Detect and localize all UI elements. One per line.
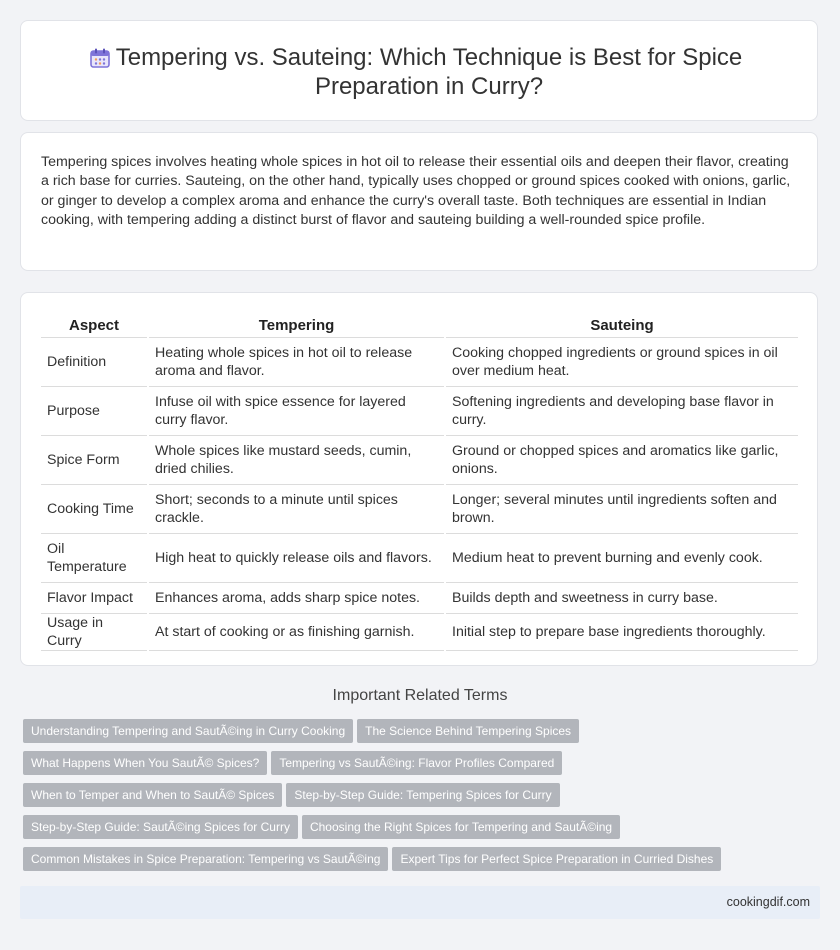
- related-term-tag[interactable]: When to Temper and When to SautÃ© Spices: [23, 783, 282, 807]
- table-cell: Oil Temperature: [41, 534, 148, 583]
- footer-bar: [20, 886, 820, 919]
- table-cell: Definition: [41, 338, 148, 387]
- header-sauteing: Sauteing: [445, 315, 798, 338]
- table-cell: Heating whole spices in hot oil to release aroma and flavor.: [148, 338, 445, 387]
- table-cell: Cooking Time: [41, 485, 148, 534]
- related-term-tag[interactable]: Understanding Tempering and SautÃ©ing in Curry Cooking: [23, 719, 353, 743]
- table-cell: Builds depth and sweetness in curry base.: [445, 583, 798, 614]
- comparison-table: [41, 315, 798, 651]
- table-cell: Softening ingredients and developing base flavor in curry.: [445, 387, 798, 436]
- related-term-tag[interactable]: Choosing the Right Spices for Tempering and SautÃ©ing: [302, 815, 620, 839]
- related-term-tag[interactable]: Common Mistakes in Spice Preparation: Tempering vs SautÃ©ing: [23, 847, 388, 871]
- comparison-table-card: [20, 292, 818, 666]
- table-cell: Longer; several minutes until ingredients soften and brown.: [445, 485, 798, 534]
- table-row: [41, 614, 798, 651]
- table-row: [41, 534, 798, 583]
- table-cell: Enhances aroma, adds sharp spice notes.: [148, 583, 445, 614]
- related-term-tag[interactable]: Step-by-Step Guide: SautÃ©ing Spices for Curry: [23, 815, 298, 839]
- related-term-tag[interactable]: The Science Behind Tempering Spices: [357, 719, 579, 743]
- intro-paragraph: Tempering spices involves heating whole spices in hot oil to release their essential oils and deepen their flavor, creating a rich base for curries. Sauteing, on the other hand, typically uses chopped or ground spices cooked with onions, garlic, or ginger to develop a complex aroma and enhance the curry's overall taste. Both techniques are essential in Indian cooking, with tempering adding a distinct burst of flavor and sauteing building a well-rounded spice profile.: [41, 154, 791, 228]
- title-card: [20, 20, 818, 121]
- footer-site-link[interactable]: cookingdif.com: [726, 895, 810, 909]
- table-row: [41, 583, 798, 614]
- table-row: [41, 485, 798, 534]
- related-term-tag[interactable]: Step-by-Step Guide: Tempering Spices for Curry: [286, 783, 559, 807]
- table-cell: Whole spices like mustard seeds, cumin, dried chilies.: [148, 436, 445, 485]
- header-tempering: Tempering: [148, 315, 445, 338]
- related-term-tag[interactable]: Expert Tips for Perfect Spice Preparation in Curried Dishes: [392, 847, 721, 871]
- table-cell: Medium heat to prevent burning and evenly cook.: [445, 534, 798, 583]
- table-row: [41, 387, 798, 436]
- table-cell: Cooking chopped ingredients or ground spices in oil over medium heat.: [445, 338, 798, 387]
- table-cell: Spice Form: [41, 436, 148, 485]
- page-title: Tempering vs. Sauteing: Which Technique is Best for Spice Preparation in Curry?: [115, 44, 743, 100]
- related-terms-list: [23, 719, 813, 879]
- table-cell: Purpose: [41, 387, 148, 436]
- table-cell: Flavor Impact: [41, 583, 148, 614]
- related-term-tag[interactable]: What Happens When You SautÃ© Spices?: [23, 751, 267, 775]
- table-header-row: [41, 315, 798, 338]
- table-cell: Infuse oil with spice essence for layered curry flavor.: [148, 387, 445, 436]
- table-cell: Initial step to prepare base ingredients thoroughly.: [445, 614, 798, 651]
- table-cell: Short; seconds to a minute until spices crackle.: [148, 485, 445, 534]
- table-cell: High heat to quickly release oils and flavors.: [148, 534, 445, 583]
- related-term-tag[interactable]: Tempering vs SautÃ©ing: Flavor Profiles Compared: [271, 751, 562, 775]
- related-terms-heading: Important Related Terms: [332, 687, 508, 704]
- table-cell: At start of cooking or as finishing garnish.: [148, 614, 445, 651]
- intro-card: [20, 132, 818, 271]
- table-row: [41, 338, 798, 387]
- header-aspect: Aspect: [41, 315, 148, 338]
- table-cell: Ground or chopped spices and aromatics like garlic, onions.: [445, 436, 798, 485]
- table-cell: Usage in Curry: [41, 614, 148, 651]
- table-row: [41, 436, 798, 485]
